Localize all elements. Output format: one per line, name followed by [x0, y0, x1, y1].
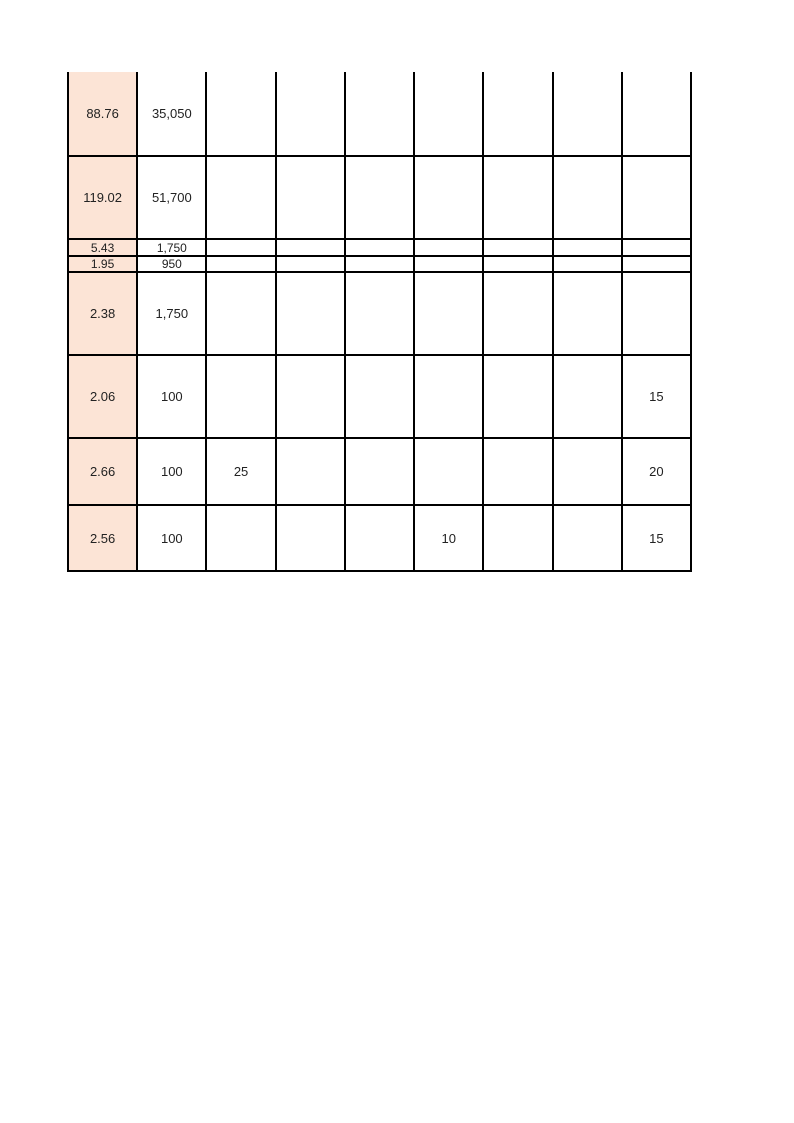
table-cell[interactable]: 51,700 [137, 156, 206, 239]
cell-value-highlighted[interactable]: 2.38 [68, 272, 137, 355]
table-cell[interactable] [345, 438, 414, 505]
table-cell[interactable]: 100 [137, 355, 206, 438]
table-cell[interactable] [276, 256, 345, 272]
table-cell[interactable] [553, 239, 622, 256]
table-cell[interactable] [483, 156, 552, 239]
table-cell[interactable] [622, 156, 691, 239]
table-cell[interactable] [414, 256, 483, 272]
table-cell[interactable]: 100 [137, 438, 206, 505]
cell-value-highlighted[interactable]: 119.02 [68, 156, 137, 239]
table-cell[interactable] [276, 272, 345, 355]
table-cell[interactable]: 25 [206, 438, 275, 505]
table-cell[interactable]: 35,050 [137, 72, 206, 156]
table-cell[interactable] [414, 355, 483, 438]
table-cell[interactable] [345, 355, 414, 438]
table-cell[interactable]: 1,750 [137, 272, 206, 355]
table-cell[interactable] [345, 272, 414, 355]
table-cell[interactable] [553, 438, 622, 505]
table-cell[interactable]: 15 [622, 355, 691, 438]
table-row [68, 505, 691, 571]
table-cell[interactable] [622, 72, 691, 156]
table-cell[interactable] [414, 438, 483, 505]
table-row [68, 355, 691, 438]
table-cell[interactable] [206, 156, 275, 239]
cell-value-highlighted[interactable]: 88.76 [68, 72, 137, 156]
table-cell[interactable] [345, 156, 414, 239]
table-cell[interactable] [276, 156, 345, 239]
table-row [68, 156, 691, 239]
table-cell[interactable] [553, 505, 622, 571]
table-cell[interactable] [414, 272, 483, 355]
table-cell[interactable]: 20 [622, 438, 691, 505]
table-row [68, 272, 691, 355]
table-cell[interactable] [276, 438, 345, 505]
cell-value-highlighted[interactable]: 1.95 [68, 256, 137, 272]
table-cell[interactable] [276, 355, 345, 438]
cell-value-highlighted[interactable]: 2.06 [68, 355, 137, 438]
table-cell[interactable] [483, 505, 552, 571]
table-cell[interactable] [276, 239, 345, 256]
table-cell[interactable]: 10 [414, 505, 483, 571]
table-cell[interactable] [622, 256, 691, 272]
table-cell[interactable]: 15 [622, 505, 691, 571]
table-cell[interactable]: 100 [137, 505, 206, 571]
spreadsheet-table [67, 72, 692, 572]
table-cell[interactable] [414, 156, 483, 239]
table-cell[interactable] [622, 272, 691, 355]
table-row [68, 438, 691, 505]
table-cell[interactable] [206, 239, 275, 256]
table-cell[interactable] [345, 239, 414, 256]
table-cell[interactable] [276, 505, 345, 571]
cell-value-highlighted[interactable]: 5.43 [68, 239, 137, 256]
table-cell[interactable]: 1,750 [137, 239, 206, 256]
table-cell[interactable] [206, 355, 275, 438]
table-cell[interactable] [345, 256, 414, 272]
table-row [68, 239, 691, 256]
table-cell[interactable] [622, 239, 691, 256]
table-row [68, 256, 691, 272]
table-cell[interactable] [206, 272, 275, 355]
table-cell[interactable] [414, 72, 483, 156]
table-cell[interactable]: 950 [137, 256, 206, 272]
table-cell[interactable] [553, 355, 622, 438]
table-row [68, 72, 691, 156]
table-cell[interactable] [483, 438, 552, 505]
cell-value-highlighted[interactable]: 2.66 [68, 438, 137, 505]
table-cell[interactable] [483, 355, 552, 438]
table-cell[interactable] [345, 505, 414, 571]
table-cell[interactable] [276, 72, 345, 156]
table-cell[interactable] [483, 272, 552, 355]
table-body [68, 72, 691, 571]
table-cell[interactable] [206, 256, 275, 272]
table-cell[interactable] [414, 239, 483, 256]
table-cell[interactable] [553, 272, 622, 355]
table-cell[interactable] [206, 72, 275, 156]
table-cell[interactable] [553, 72, 622, 156]
table-cell[interactable] [483, 239, 552, 256]
table-cell[interactable] [345, 72, 414, 156]
table-cell[interactable] [483, 256, 552, 272]
cell-value-highlighted[interactable]: 2.56 [68, 505, 137, 571]
table-cell[interactable] [553, 156, 622, 239]
table-cell[interactable] [553, 256, 622, 272]
table-cell[interactable] [206, 505, 275, 571]
table-cell[interactable] [483, 72, 552, 156]
